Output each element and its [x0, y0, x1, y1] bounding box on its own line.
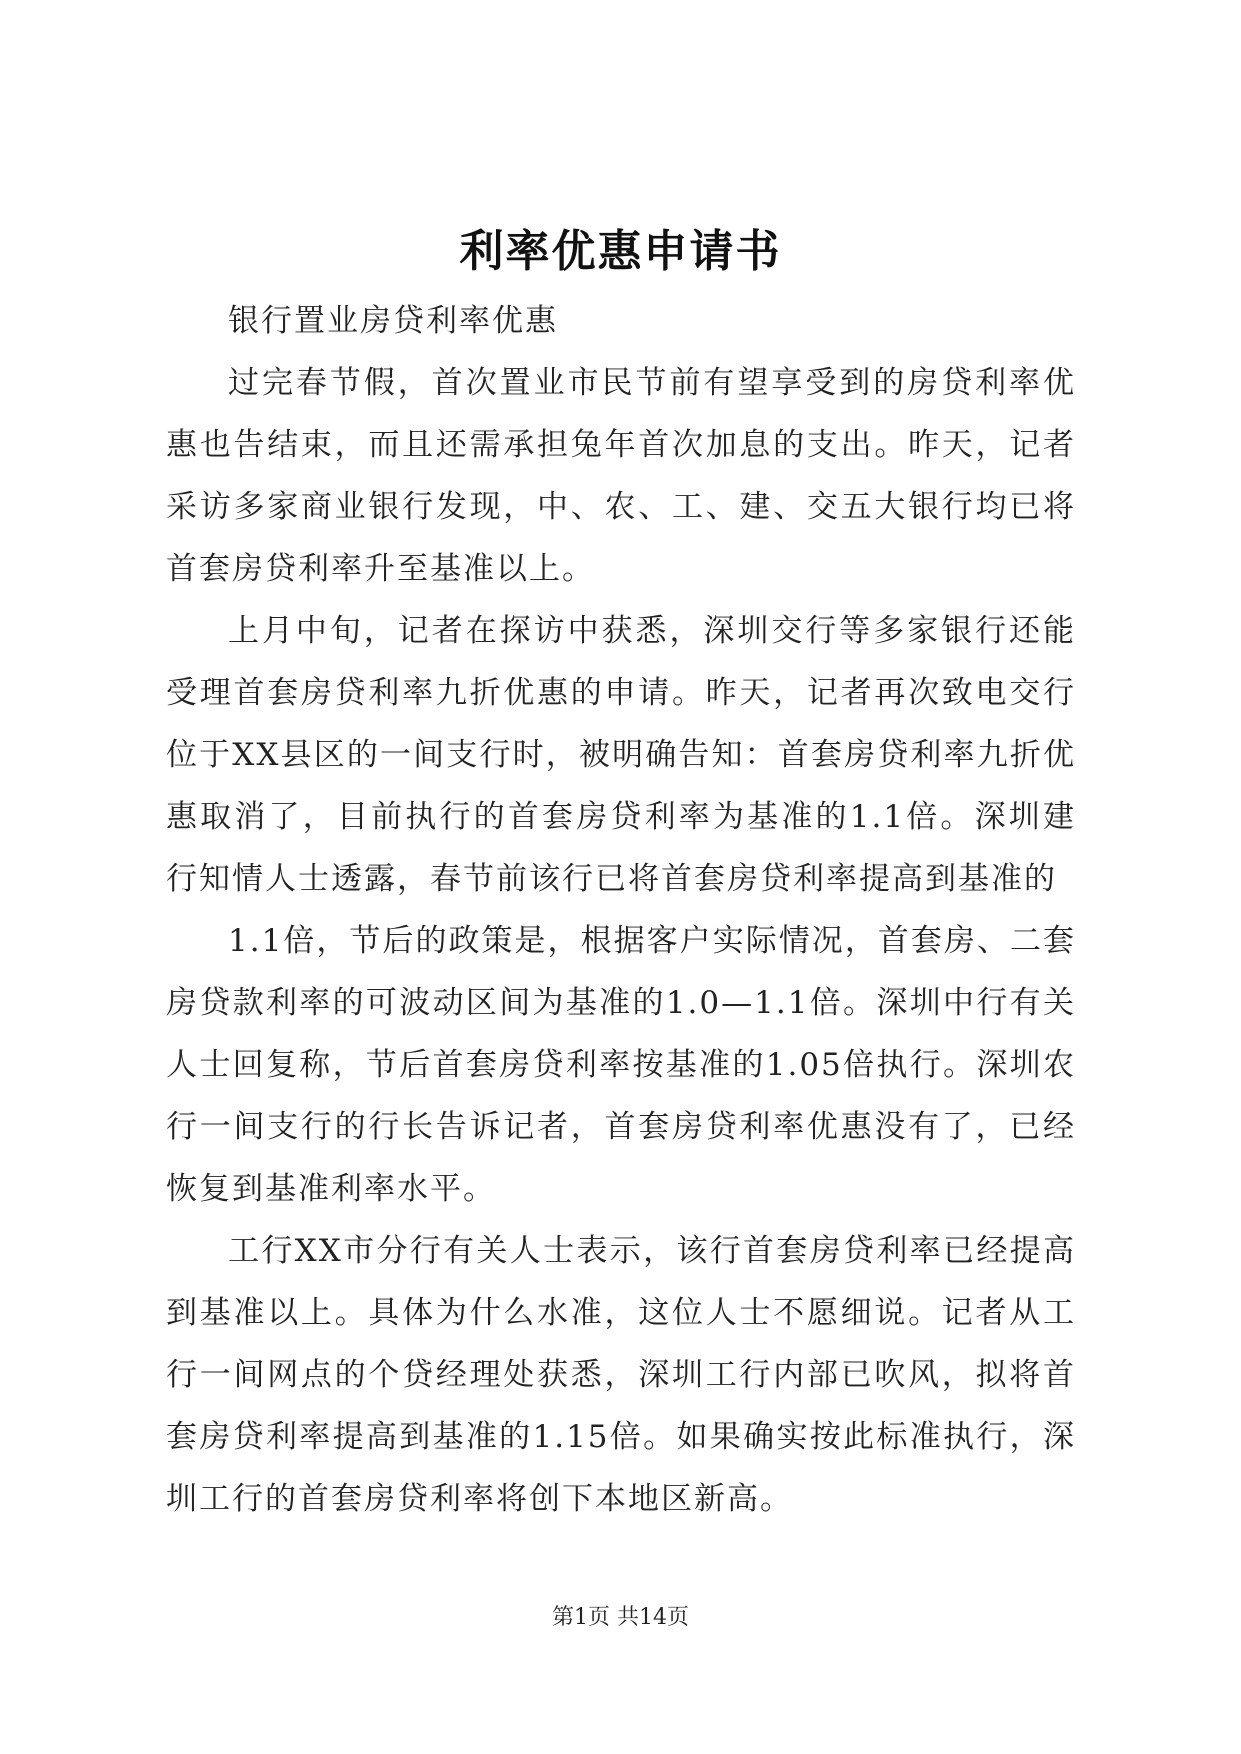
paragraph: 上月中旬，记者在探访中获悉，深圳交行等多家银行还能受理首套房贷利率九折优惠的申请。昨天，记者再次致电交行位于XX县区的一间支行时，被明确告知：首套房贷利率九折优惠取消了，目前执行的首套房贷利率为基准的1.1倍。深圳建行知情人士透露，春节前该行已将首套房贷利率提高到基准的 [166, 613, 1076, 897]
document-body [166, 290, 1076, 1530]
paragraph: 过完春节假，首次置业市民节前有望享受到的房贷利率优惠也告结束，而且还需承担兔年首次加息的支出。昨天，记者采访多家商业银行发现，中、农、工、建、交五大银行均已将首套房贷利率升至基准以上。 [166, 365, 1076, 587]
document-title: 利率优惠申请书 [459, 226, 782, 277]
page-number-footer: 第1页 共14页 [552, 1605, 689, 1630]
paragraph: 工行XX市分行有关人士表示，该行首套房贷利率已经提高到基准以上。具体为什么水准，这位人士不愿细说。记者从工行一间网点的个贷经理处获悉，深圳工行内部已吹风，拟将首套房贷利率提高到基准的1.15倍。如果确实按此标准执行，深圳工行的首套房贷利率将创下本地区新高。 [166, 1233, 1076, 1517]
paragraph: 1.1倍，节后的政策是，根据客户实际情况，首套房、二套房贷款利率的可波动区间为基准的1.0—1.1倍。深圳中行有关人士回复称，节后首套房贷利率按基准的1.05倍执行。深圳农行一间支行的行长告诉记者，首套房贷利率优惠没有了，已经恢复到基准利率水平。 [166, 923, 1076, 1207]
paragraph-subtitle: 银行置业房贷利率优惠 [228, 303, 558, 339]
